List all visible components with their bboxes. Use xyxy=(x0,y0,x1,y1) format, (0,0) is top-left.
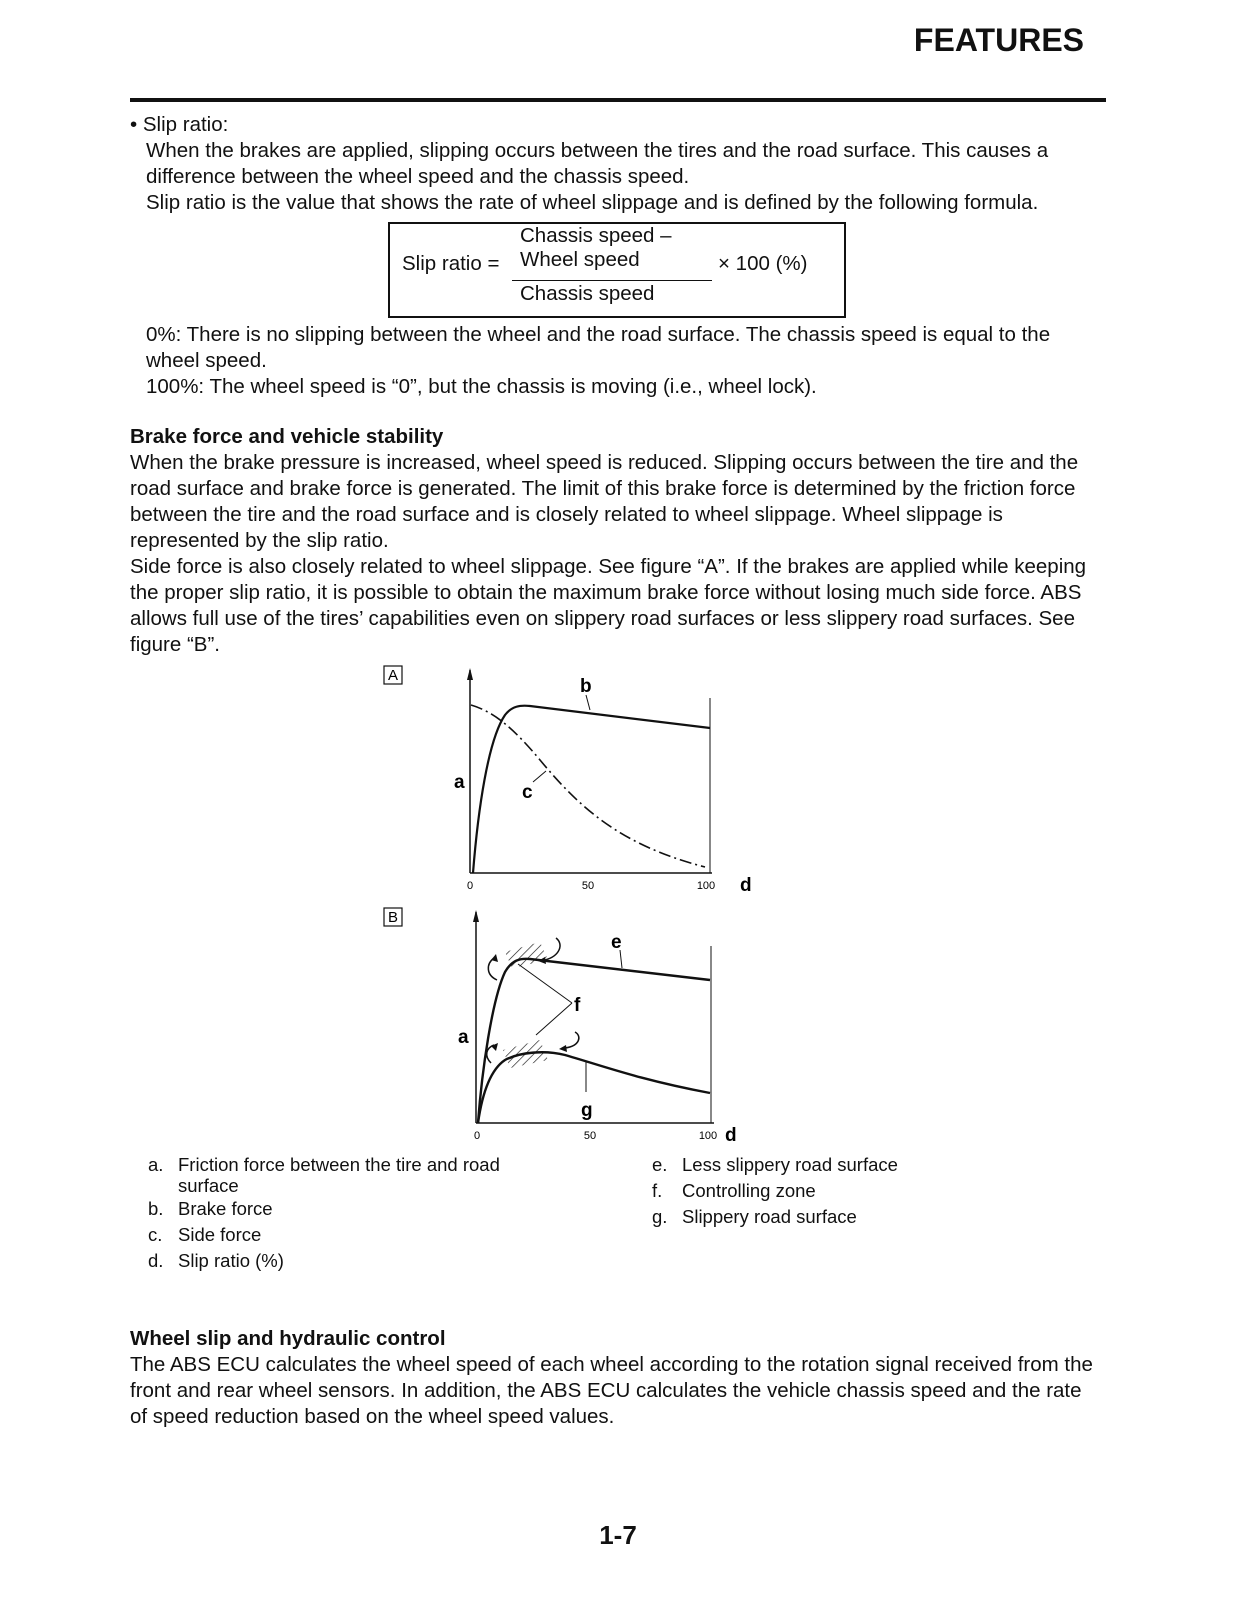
figure-b-y-arrow xyxy=(473,910,479,922)
legend-key: d. xyxy=(148,1250,164,1271)
figure-b-less-slippery-curve xyxy=(478,959,710,1123)
wheel-slip-para: The ABS ECU calculates the wheel speed of each wheel according to the rotation signal received from the front and rear wheel sensors. In addition, the ABS ECU calculates the vehicle chassis speed and the rate of speed reduction based on the wheel speed values. xyxy=(130,1353,1093,1428)
figure-b-tick-50: 50 xyxy=(583,1130,597,1142)
formula-numerator-2: Wheel speed xyxy=(520,248,640,271)
figure-a xyxy=(0,660,1236,900)
legend-item-c xyxy=(148,1222,548,1248)
figure-b-label-g: g xyxy=(581,1100,593,1121)
legend-text: Brake force xyxy=(178,1198,273,1219)
legend-item-g xyxy=(652,1204,1032,1230)
brake-force-para-1: When the brake pressure is increased, wheel speed is reduced. Slipping occurs between the tire and the road surface and brake force is generated. The limit of this brake force is determined by the friction force between the tire and the road surface and is closely related to wheel slippage. Wheel slippage is represented by the slip ratio. xyxy=(130,451,1079,552)
figure-a-b-leader xyxy=(586,695,590,710)
legend-text: Slippery road surface xyxy=(682,1206,857,1227)
figure-b-arrow-lower-right xyxy=(565,1032,579,1048)
figure-b-f-leader-upper xyxy=(518,964,572,1003)
legend-left xyxy=(148,1152,548,1274)
figure-b-label-d: d xyxy=(725,1125,737,1146)
figure-a-y-arrow xyxy=(467,668,473,680)
legend-text: Side force xyxy=(178,1224,262,1245)
figure-b-tick-0: 0 xyxy=(473,1130,481,1142)
formula-lhs: Slip ratio = xyxy=(402,252,500,275)
figure-b-label-e: e xyxy=(611,932,622,953)
figure-b-tag: B xyxy=(387,909,399,926)
slip-zero-note: 0%: There is no slipping between the wheel and the road surface. The chassis speed is equal to the wheel speed. xyxy=(146,323,1051,372)
figure-a-tick-0: 0 xyxy=(466,880,474,892)
legend-text: Slip ratio (%) xyxy=(178,1250,284,1271)
figure-b-tick-100: 100 xyxy=(698,1130,718,1142)
figure-a-c-leader xyxy=(533,771,546,782)
legend-text: Less slippery road surface xyxy=(682,1154,898,1175)
formula-fraction-bar xyxy=(512,280,712,281)
figure-a-brake-force-curve xyxy=(473,706,710,873)
slip-hundred-note: 100%: The wheel speed is “0”, but the chassis is moving (i.e., wheel lock). xyxy=(146,375,817,398)
slip-ratio-formula xyxy=(388,222,846,318)
legend-key: g. xyxy=(652,1206,668,1227)
legend-item-d xyxy=(148,1248,548,1274)
slip-ratio-para-1: When the brakes are applied, slipping occurs between the tires and the road surface. This causes a difference between the wheel speed and the chassis speed. xyxy=(146,139,1049,188)
legend-key: b. xyxy=(148,1198,164,1219)
legend-key: f. xyxy=(652,1180,663,1201)
figure-b-arrow-upper-right xyxy=(545,938,560,960)
figure-a-label-b: b xyxy=(580,676,592,697)
figure-a-tick-50: 50 xyxy=(581,880,595,892)
figure-b-f-leader-lower xyxy=(536,1003,572,1035)
legend-key: a. xyxy=(148,1154,164,1175)
header-rule xyxy=(130,98,1106,102)
legend-item-a xyxy=(148,1152,548,1196)
legend-item-e xyxy=(652,1152,1032,1178)
brake-force-para-2: Side force is also closely related to wheel slippage. See figure “A”. If the brakes are applied while keeping the proper slip ratio, it is possible to obtain the maximum brake force without losing much side force. ABS allows full use of the tires’ capabilities even on slippery road surfaces or less slippery road surfaces. See figure “B”. xyxy=(130,555,1087,656)
figure-a-tag: A xyxy=(387,667,399,684)
legend-key: c. xyxy=(148,1224,163,1245)
figure-b-label-a: a xyxy=(458,1027,469,1048)
legend-text: Controlling zone xyxy=(682,1180,816,1201)
legend-right xyxy=(652,1152,1032,1230)
figure-a-label-a: a xyxy=(454,772,465,793)
figure-a-side-force-curve xyxy=(471,705,705,867)
wheel-slip-heading: Wheel slip and hydraulic control xyxy=(130,1327,446,1350)
slip-ratio-para-2: Slip ratio is the value that shows the rate of wheel slippage and is defined by the following formula. xyxy=(146,191,1039,214)
figure-a-label-c: c xyxy=(522,782,533,803)
page-number: 1-7 xyxy=(599,1520,637,1550)
figure-a-label-d: d xyxy=(740,875,752,896)
legend-item-f xyxy=(652,1178,1032,1204)
legend-key: e. xyxy=(652,1154,668,1175)
formula-numerator-1: Chassis speed – xyxy=(520,224,672,247)
page-header-title: FEATURES xyxy=(913,22,1084,58)
legend-item-b xyxy=(148,1196,548,1222)
figure-b xyxy=(0,900,1236,1150)
brake-force-heading: Brake force and vehicle stability xyxy=(130,425,444,448)
slip-ratio-bullet: • Slip ratio: xyxy=(130,113,229,136)
formula-multiplier: × 100 (%) xyxy=(718,252,808,275)
legend-text: Friction force between the tire and road surface xyxy=(178,1154,500,1196)
formula-denominator: Chassis speed xyxy=(520,282,655,305)
figure-a-tick-100: 100 xyxy=(696,880,716,892)
figure-b-label-f: f xyxy=(574,995,581,1016)
